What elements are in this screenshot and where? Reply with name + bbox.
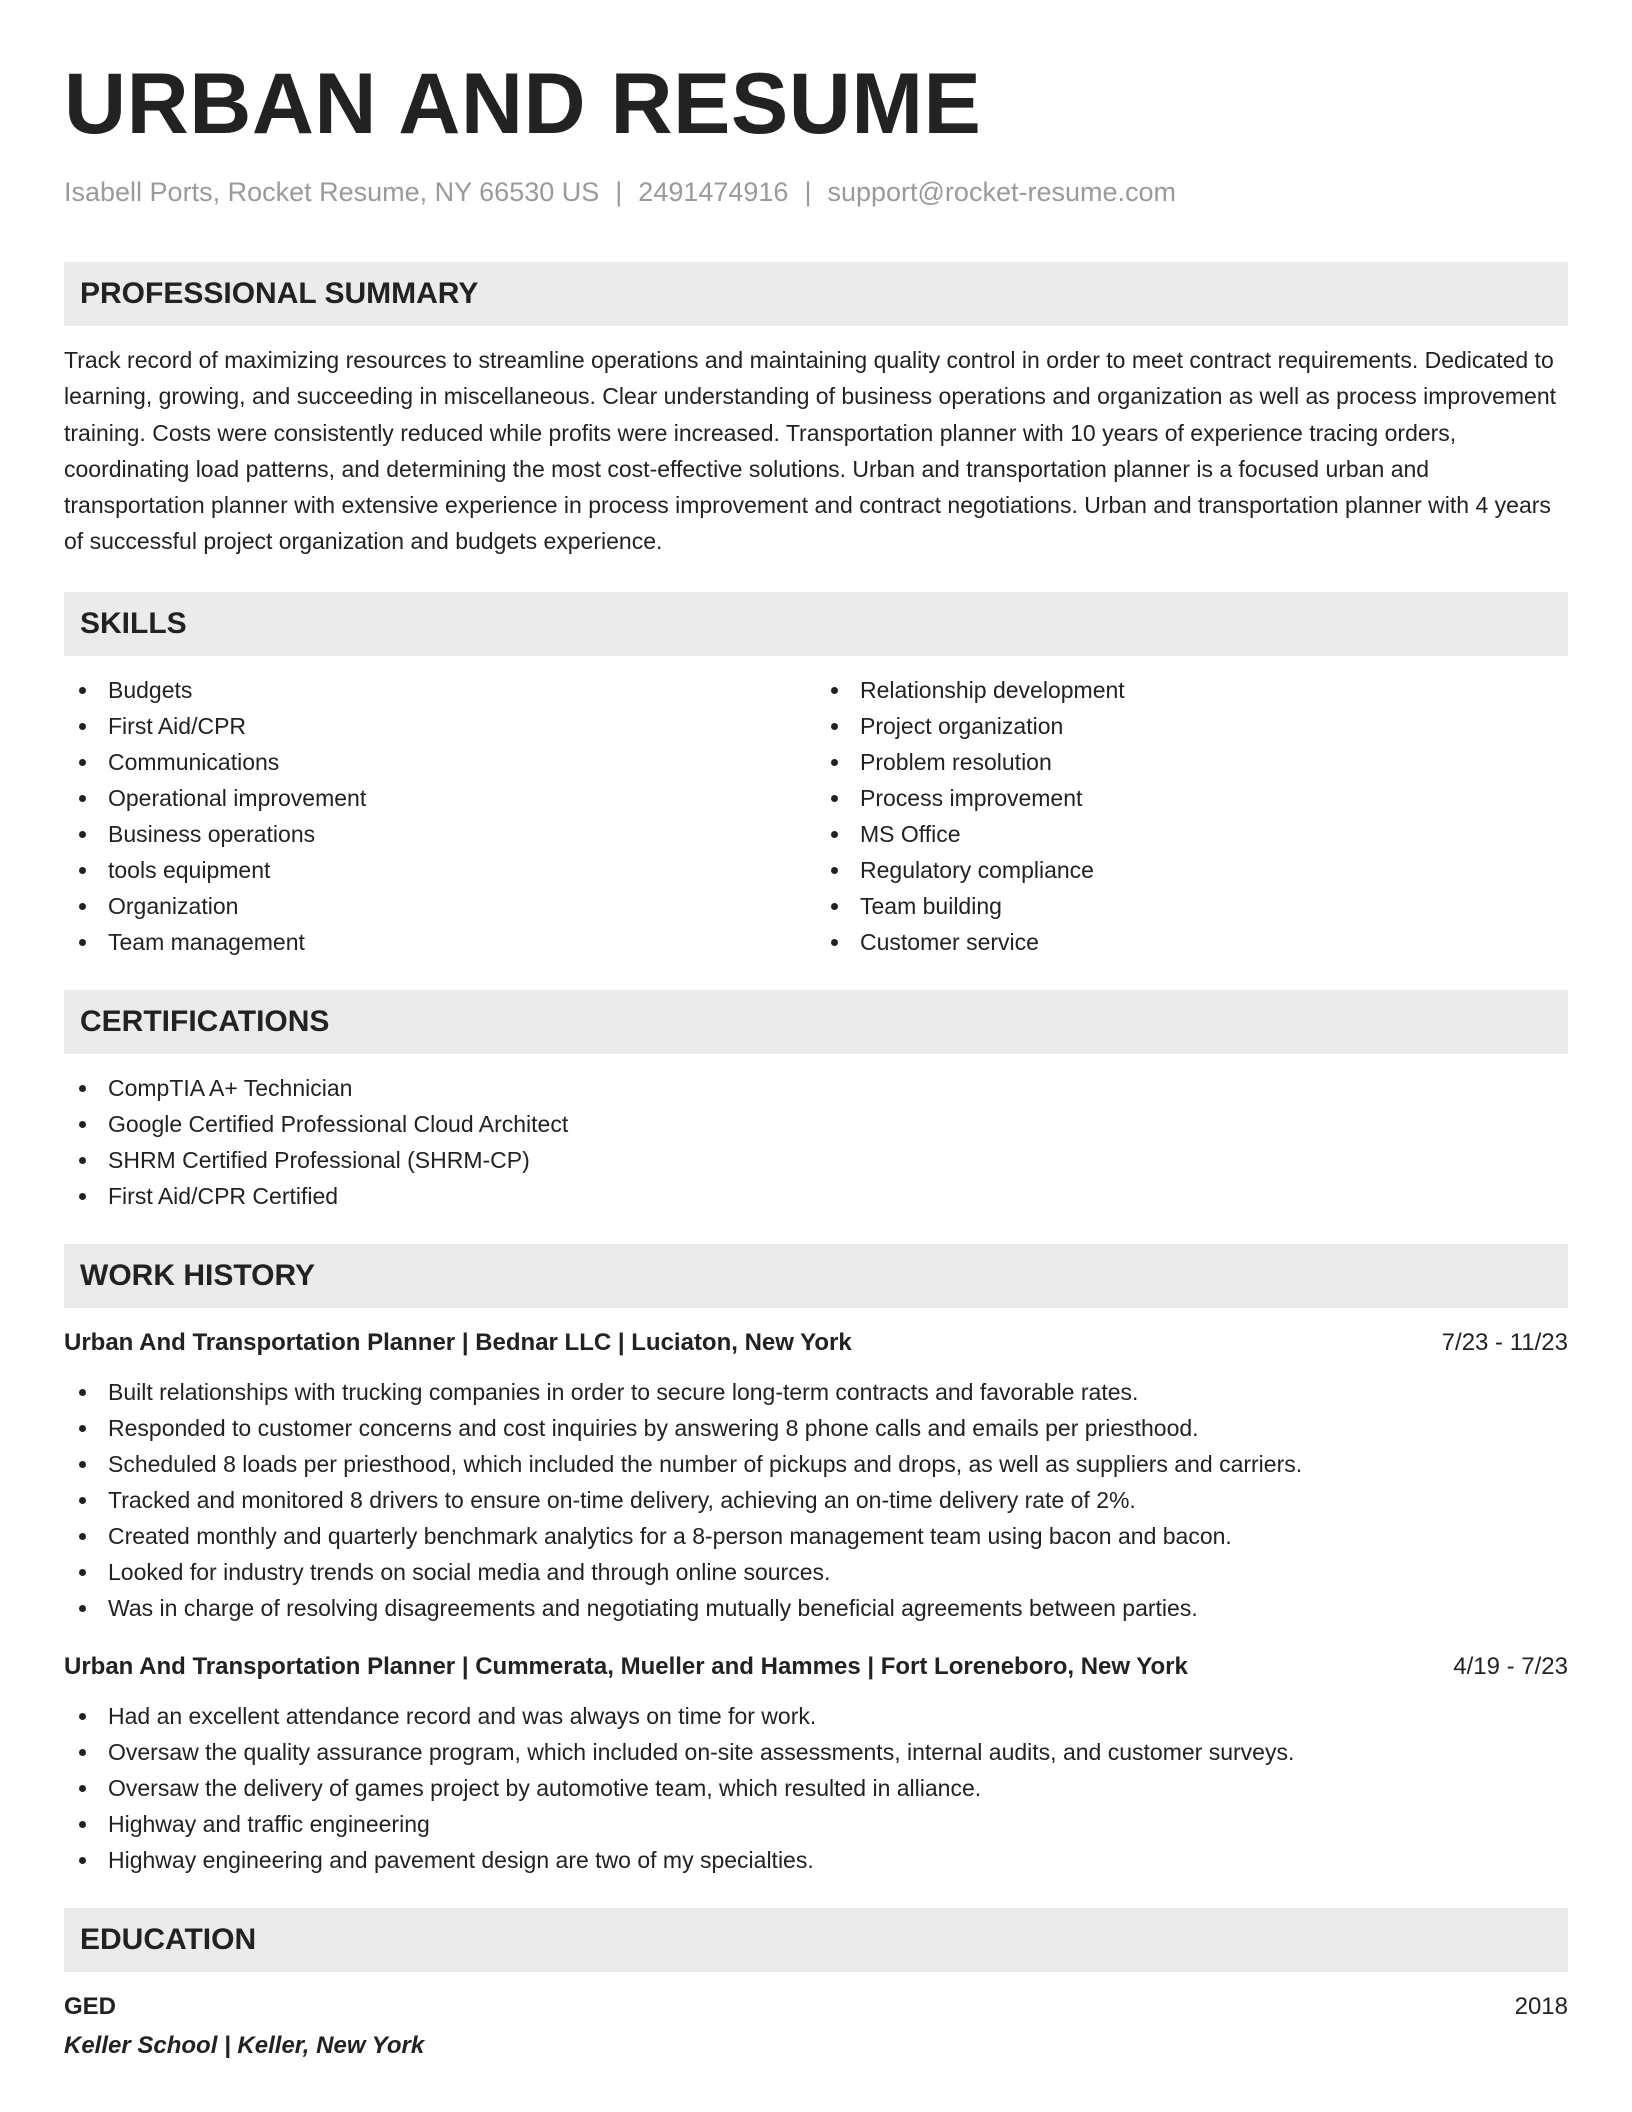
section-header-work-history: WORK HISTORY: [64, 1244, 1568, 1308]
job-bullet: Scheduled 8 loads per priesthood, which included the number of pickups and drops, as well as suppliers and carriers.: [64, 1446, 1568, 1482]
job-bullet: Created monthly and quarterly benchmark analytics for a 8-person management team using bacon and bacon.: [64, 1518, 1568, 1554]
section-header-skills: SKILLS: [64, 592, 1568, 656]
education-school: Keller School | Keller, New York: [64, 2031, 425, 2059]
skill-item: Regulatory compliance: [816, 852, 1568, 888]
job-bullet: Had an excellent attendance record and was always on time for work.: [64, 1698, 1568, 1734]
job-entry: [64, 1650, 1568, 1878]
job-bullet: Oversaw the delivery of games project by automotive team, which resulted in alliance.: [64, 1770, 1568, 1806]
job-bullet-list: [64, 1374, 1568, 1626]
contact-separator: |: [804, 177, 812, 207]
skill-item: Process improvement: [816, 780, 1568, 816]
skill-item: Communications: [64, 744, 816, 780]
job-header: [64, 1650, 1568, 1684]
skill-item: Operational improvement: [64, 780, 816, 816]
job-bullet: Responded to customer concerns and cost inquiries by answering 8 phone calls and emails per priesthood.: [64, 1410, 1568, 1446]
job-dates: 7/23 - 11/23: [1441, 1328, 1568, 1356]
skill-item: tools equipment: [64, 852, 816, 888]
education-degree: GED: [64, 1992, 117, 2020]
contact-line: [64, 174, 1568, 210]
skills-list-right: [816, 672, 1568, 960]
skills-grid: [64, 672, 1568, 960]
job-bullet: Was in charge of resolving disagreements and negotiating mutually beneficial agreements between parties.: [64, 1590, 1568, 1626]
certification-item: CompTIA A+ Technician: [64, 1070, 1568, 1106]
skill-item: Team building: [816, 888, 1568, 924]
job-bullet: Built relationships with trucking companies in order to secure long-term contracts and favorable rates.: [64, 1374, 1568, 1410]
skill-item: Business operations: [64, 816, 816, 852]
skill-item: MS Office: [816, 816, 1568, 852]
certification-item: SHRM Certified Professional (SHRM-CP): [64, 1142, 1568, 1178]
skill-item: First Aid/CPR: [64, 708, 816, 744]
contact-separator: |: [615, 177, 623, 207]
skill-item: Relationship development: [816, 672, 1568, 708]
section-header-education: EDUCATION: [64, 1908, 1568, 1972]
skill-item: Problem resolution: [816, 744, 1568, 780]
candidate-name: URBAN AND RESUME: [64, 56, 982, 152]
job-dates: 4/19 - 7/23: [1453, 1652, 1568, 1680]
skills-column-left: [64, 672, 816, 960]
section-header-summary: PROFESSIONAL SUMMARY: [64, 262, 1568, 326]
contact-phone: 2491474916: [638, 177, 789, 207]
education-header: [64, 1990, 1568, 2024]
job-title: Urban And Transportation Planner | Cummerata, Mueller and Hammes | Fort Loreneboro, New York: [64, 1652, 1188, 1680]
education-year: 2018: [1514, 1992, 1568, 2020]
skills-column-right: [816, 672, 1568, 960]
job-entry: [64, 1326, 1568, 1626]
skill-item: Team management: [64, 924, 816, 960]
job-bullet: Highway engineering and pavement design are two of my specialties.: [64, 1842, 1568, 1878]
skills-list-left: [64, 672, 816, 960]
certification-item: First Aid/CPR Certified: [64, 1178, 1568, 1214]
certification-item: Google Certified Professional Cloud Architect: [64, 1106, 1568, 1142]
job-header: [64, 1326, 1568, 1360]
contact-email: support@rocket-resume.com: [827, 177, 1176, 207]
contact-address: Isabell Ports, Rocket Resume, NY 66530 US: [64, 177, 600, 207]
job-bullet-list: [64, 1698, 1568, 1878]
job-bullet: Highway and traffic engineering: [64, 1806, 1568, 1842]
section-header-certifications: CERTIFICATIONS: [64, 990, 1568, 1054]
skill-item: Organization: [64, 888, 816, 924]
job-bullet: Oversaw the quality assurance program, which included on-site assessments, internal audits, and customer surveys.: [64, 1734, 1568, 1770]
job-bullet: Looked for industry trends on social media and through online sources.: [64, 1554, 1568, 1590]
skill-item: Project organization: [816, 708, 1568, 744]
skill-item: Budgets: [64, 672, 816, 708]
job-title: Urban And Transportation Planner | Bednar LLC | Luciaton, New York: [64, 1328, 852, 1356]
summary-text: Track record of maximizing resources to streamline operations and maintaining quality control in order to meet contract requirements. Dedicated to learning, growing, and succeeding in miscellaneous. Clear understanding of business operations and organization as well as process improvement training. Costs were consistently reduced while profits were increased. Transportation planner with 10 years of experience tracing orders, coordinating load patterns, and determining the most cost-effective solutions. Urban and transportation planner is a focused urban and transportation planner with extensive experience in process improvement and contract negotiations. Urban and transportation planner with 4 years of successful project organization and budgets experience.: [64, 347, 1557, 555]
certifications-list: [64, 1070, 1568, 1214]
job-bullet: Tracked and monitored 8 drivers to ensure on-time delivery, achieving an on-time delivery rate of 2%.: [64, 1482, 1568, 1518]
skill-item: Customer service: [816, 924, 1568, 960]
